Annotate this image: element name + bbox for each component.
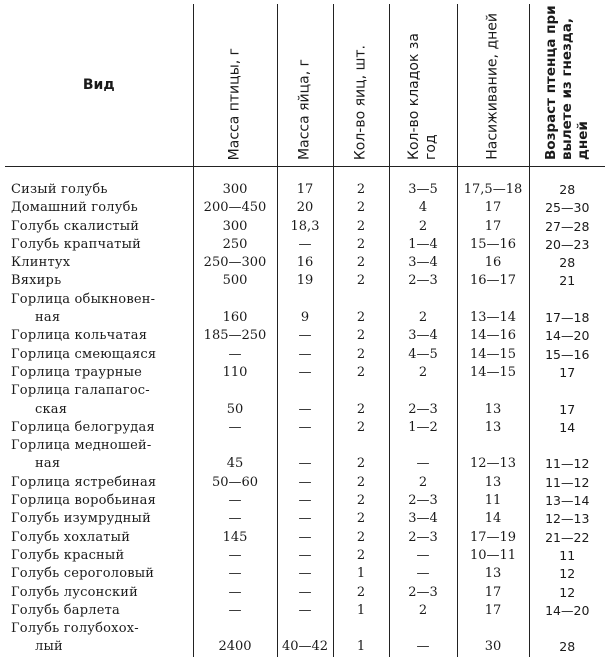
species-name-line: Вяхирь [11, 273, 62, 289]
species-name-line: Горлица воробьиная [11, 493, 157, 509]
cell-egg-count: 2 [333, 474, 389, 492]
cell-egg-mass: 17 [277, 167, 333, 200]
cell-clutches: 2—3 [389, 272, 457, 290]
species-name-line: Клинтух [11, 255, 71, 271]
cell-clutches: 1—4 [389, 236, 457, 254]
cell-clutches: 2—3 [389, 382, 457, 419]
cell-egg-count: 2 [333, 419, 389, 437]
cell-species [5, 419, 193, 437]
table-row [5, 327, 605, 345]
cell-fledging-age: 12—13 [529, 510, 605, 528]
cell-egg-count: 2 [333, 218, 389, 236]
cell-species [5, 199, 193, 217]
cell-egg-mass: 16 [277, 254, 333, 272]
cell-species [5, 602, 193, 620]
table-row [5, 382, 605, 419]
table-row [5, 565, 605, 583]
table-row [5, 236, 605, 254]
cell-species [5, 529, 193, 547]
cell-egg-mass: — [277, 437, 333, 474]
cell-incubation: 16 [457, 254, 529, 272]
cell-bird-mass: — [193, 419, 277, 437]
cell-incubation: 17 [457, 218, 529, 236]
cell-incubation: 10—11 [457, 547, 529, 565]
cell-egg-mass: 40—42 [277, 620, 333, 657]
cell-bird-mass: 160 [193, 291, 277, 328]
species-name-line: Горлица кольчатая [11, 328, 148, 344]
species-name-line: Горлица смеющаяся [11, 346, 157, 362]
table-row [5, 584, 605, 602]
cell-incubation: 11 [457, 492, 529, 510]
column-header-label: Кол-во кладок за год [406, 33, 439, 160]
cell-bird-mass: 185—250 [193, 327, 277, 345]
cell-bird-mass: — [193, 602, 277, 620]
species-name-line: Голубь красный [11, 547, 125, 563]
column-header-label: Масса птицы, г [226, 47, 243, 160]
table-row [5, 254, 605, 272]
cell-egg-mass: — [277, 584, 333, 602]
cell-incubation: 14—16 [457, 327, 529, 345]
cell-bird-mass: — [193, 547, 277, 565]
table-row [5, 272, 605, 290]
cell-incubation: 15—16 [457, 236, 529, 254]
cell-bird-mass: 2400 [193, 620, 277, 657]
cell-bird-mass: — [193, 346, 277, 364]
cell-species [5, 364, 193, 382]
cell-fledging-age: 21—22 [529, 529, 605, 547]
cell-species [5, 547, 193, 565]
cell-clutches: 3—4 [389, 254, 457, 272]
table-row [5, 529, 605, 547]
species-name-line: Горлица траурные [11, 364, 143, 380]
cell-species [5, 492, 193, 510]
species-name-line: Голубь лусонский [11, 584, 138, 600]
species-name-line: ная [35, 456, 61, 472]
species-name-line: ская [35, 401, 68, 417]
cell-fledging-age: 20—23 [529, 236, 605, 254]
table-row [5, 620, 605, 657]
cell-fledging-age: 15—16 [529, 346, 605, 364]
cell-fledging-age: 17 [529, 364, 605, 382]
cell-egg-mass: 19 [277, 272, 333, 290]
species-name-line: Голубь голубохох- [11, 621, 139, 637]
table-row [5, 167, 605, 200]
cell-species [5, 474, 193, 492]
cell-egg-count: 2 [333, 547, 389, 565]
table-row [5, 474, 605, 492]
cell-egg-count: 2 [333, 327, 389, 345]
table-row [5, 419, 605, 437]
cell-egg-mass: — [277, 364, 333, 382]
cell-bird-mass: 200—450 [193, 199, 277, 217]
cell-bird-mass: 45 [193, 437, 277, 474]
cell-bird-mass: 145 [193, 529, 277, 547]
cell-fledging-age: 27—28 [529, 218, 605, 236]
header-row [5, 4, 605, 167]
cell-bird-mass: 50 [193, 382, 277, 419]
cell-species [5, 272, 193, 290]
cell-incubation: 13 [457, 382, 529, 419]
cell-clutches: 2 [389, 602, 457, 620]
table-row [5, 291, 605, 328]
cell-egg-count: 2 [333, 272, 389, 290]
cell-egg-mass: 20 [277, 199, 333, 217]
cell-fledging-age: 28 [529, 620, 605, 657]
cell-egg-mass: — [277, 382, 333, 419]
cell-incubation: 13 [457, 419, 529, 437]
cell-egg-count: 1 [333, 602, 389, 620]
cell-clutches: 2 [389, 364, 457, 382]
column-header-egg-mass [277, 4, 333, 167]
cell-clutches: 4 [389, 199, 457, 217]
table-row [5, 510, 605, 528]
cell-incubation: 30 [457, 620, 529, 657]
cell-fledging-age: 13—14 [529, 492, 605, 510]
cell-incubation: 17 [457, 602, 529, 620]
cell-egg-mass: — [277, 529, 333, 547]
cell-egg-mass: — [277, 236, 333, 254]
cell-incubation: 13 [457, 565, 529, 583]
cell-clutches: 3—4 [389, 510, 457, 528]
table-row [5, 547, 605, 565]
cell-species [5, 291, 193, 328]
cell-egg-mass: — [277, 327, 333, 345]
cell-egg-count: 2 [333, 364, 389, 382]
cell-bird-mass: — [193, 492, 277, 510]
cell-clutches: 2—3 [389, 492, 457, 510]
cell-bird-mass: 300 [193, 167, 277, 200]
cell-incubation: 17 [457, 584, 529, 602]
cell-fledging-age: 11—12 [529, 437, 605, 474]
cell-incubation: 12—13 [457, 437, 529, 474]
species-name-line: Голубь сероголовый [11, 566, 155, 582]
cell-bird-mass: 50—60 [193, 474, 277, 492]
cell-bird-mass: — [193, 510, 277, 528]
cell-egg-count: 2 [333, 199, 389, 217]
cell-egg-mass: — [277, 565, 333, 583]
cell-clutches: — [389, 620, 457, 657]
cell-fledging-age: 28 [529, 167, 605, 200]
cell-egg-count: 2 [333, 382, 389, 419]
cell-egg-mass: — [277, 474, 333, 492]
cell-egg-count: 2 [333, 437, 389, 474]
column-header-label: Масса яйца, г [296, 59, 313, 160]
cell-clutches: 1—2 [389, 419, 457, 437]
cell-bird-mass: — [193, 584, 277, 602]
cell-egg-count: 2 [333, 529, 389, 547]
cell-incubation: 17,5—18 [457, 167, 529, 200]
cell-fledging-age: 14—20 [529, 602, 605, 620]
table-row [5, 218, 605, 236]
cell-bird-mass: 500 [193, 272, 277, 290]
cell-fledging-age: 12 [529, 565, 605, 583]
species-name-line: Горлица медношей- [11, 438, 152, 454]
species-name-line: ная [35, 310, 61, 326]
cell-egg-count: 2 [333, 167, 389, 200]
species-name-line: Голубь скалистый [11, 218, 140, 234]
cell-fledging-age: 21 [529, 272, 605, 290]
cell-clutches: 3—5 [389, 167, 457, 200]
cell-egg-count: 1 [333, 565, 389, 583]
cell-fledging-age: 12 [529, 584, 605, 602]
cell-egg-mass: — [277, 547, 333, 565]
table-row [5, 437, 605, 474]
cell-egg-count: 2 [333, 584, 389, 602]
species-name-line: Голубь барлета [11, 602, 120, 618]
cell-egg-count: 2 [333, 510, 389, 528]
cell-bird-mass: 250 [193, 236, 277, 254]
cell-incubation: 14 [457, 510, 529, 528]
cell-clutches: 3—4 [389, 327, 457, 345]
cell-egg-mass: — [277, 492, 333, 510]
cell-bird-mass: 250—300 [193, 254, 277, 272]
table-row [5, 199, 605, 217]
document-page [5, 4, 605, 656]
cell-bird-mass: — [193, 565, 277, 583]
column-header-label: Кол-во яиц, шт. [352, 44, 369, 160]
cell-incubation: 17 [457, 199, 529, 217]
table-row [5, 364, 605, 382]
cell-clutches: — [389, 437, 457, 474]
cell-incubation: 16—17 [457, 272, 529, 290]
cell-fledging-age: 11—12 [529, 474, 605, 492]
cell-fledging-age: 11 [529, 547, 605, 565]
cell-clutches: 2—3 [389, 584, 457, 602]
table-row [5, 492, 605, 510]
species-name-line: Голубь изумрудный [11, 511, 151, 527]
species-name-line: Горлица ястребиная [11, 474, 157, 490]
cell-species [5, 382, 193, 419]
cell-clutches: 2 [389, 291, 457, 328]
species-name-line: лый [35, 639, 63, 655]
cell-species [5, 437, 193, 474]
cell-species [5, 346, 193, 364]
cell-fledging-age: 17—18 [529, 291, 605, 328]
column-header-species: Вид [5, 4, 193, 167]
column-header-incubation [457, 4, 529, 167]
cell-species [5, 218, 193, 236]
table-row [5, 602, 605, 620]
cell-species [5, 510, 193, 528]
cell-clutches: — [389, 547, 457, 565]
data-table [5, 4, 605, 657]
species-name-line: Горлица обыкновен- [11, 291, 156, 307]
column-header-egg-count [333, 4, 389, 167]
cell-egg-mass: — [277, 510, 333, 528]
cell-incubation: 13—14 [457, 291, 529, 328]
species-name-line: Голубь крапчатый [11, 236, 141, 252]
cell-egg-mass: 9 [277, 291, 333, 328]
cell-egg-count: 2 [333, 291, 389, 328]
cell-egg-count: 2 [333, 492, 389, 510]
cell-species [5, 254, 193, 272]
column-header-label: Насиживание, дней [484, 13, 501, 160]
cell-clutches: 2 [389, 474, 457, 492]
column-header-bird-mass [193, 4, 277, 167]
cell-species [5, 167, 193, 200]
cell-clutches: 2 [389, 218, 457, 236]
column-header-label: Возраст птенца при вылете из гнезда, дней [543, 5, 592, 160]
cell-egg-count: 1 [333, 620, 389, 657]
table-row [5, 346, 605, 364]
cell-species [5, 327, 193, 345]
cell-clutches: 2—3 [389, 529, 457, 547]
cell-egg-mass: 18,3 [277, 218, 333, 236]
cell-incubation: 13 [457, 474, 529, 492]
cell-egg-mass: — [277, 419, 333, 437]
cell-clutches: — [389, 565, 457, 583]
cell-species [5, 620, 193, 657]
species-name-line: Домашний голубь [11, 200, 138, 216]
cell-bird-mass: 300 [193, 218, 277, 236]
species-name-line: Горлица белогрудая [11, 419, 155, 435]
cell-fledging-age: 17 [529, 382, 605, 419]
cell-species [5, 584, 193, 602]
species-name-line: Горлица галапагос- [11, 383, 150, 399]
cell-egg-count: 2 [333, 346, 389, 364]
cell-incubation: 14—15 [457, 346, 529, 364]
table-body [5, 167, 605, 657]
cell-bird-mass: 110 [193, 364, 277, 382]
cell-incubation: 14—15 [457, 364, 529, 382]
column-header-fledging-age [529, 4, 605, 167]
species-name-line: Голубь хохлатый [11, 529, 131, 545]
cell-egg-mass: — [277, 602, 333, 620]
cell-fledging-age: 25—30 [529, 199, 605, 217]
cell-egg-count: 2 [333, 254, 389, 272]
species-name-line: Сизый голубь [11, 182, 108, 197]
cell-egg-count: 2 [333, 236, 389, 254]
cell-incubation: 17—19 [457, 529, 529, 547]
cell-egg-mass: — [277, 346, 333, 364]
cell-fledging-age: 28 [529, 254, 605, 272]
cell-fledging-age: 14—20 [529, 327, 605, 345]
column-header-clutches [389, 4, 457, 167]
cell-clutches: 4—5 [389, 346, 457, 364]
cell-species [5, 236, 193, 254]
cell-fledging-age: 14 [529, 419, 605, 437]
cell-species [5, 565, 193, 583]
